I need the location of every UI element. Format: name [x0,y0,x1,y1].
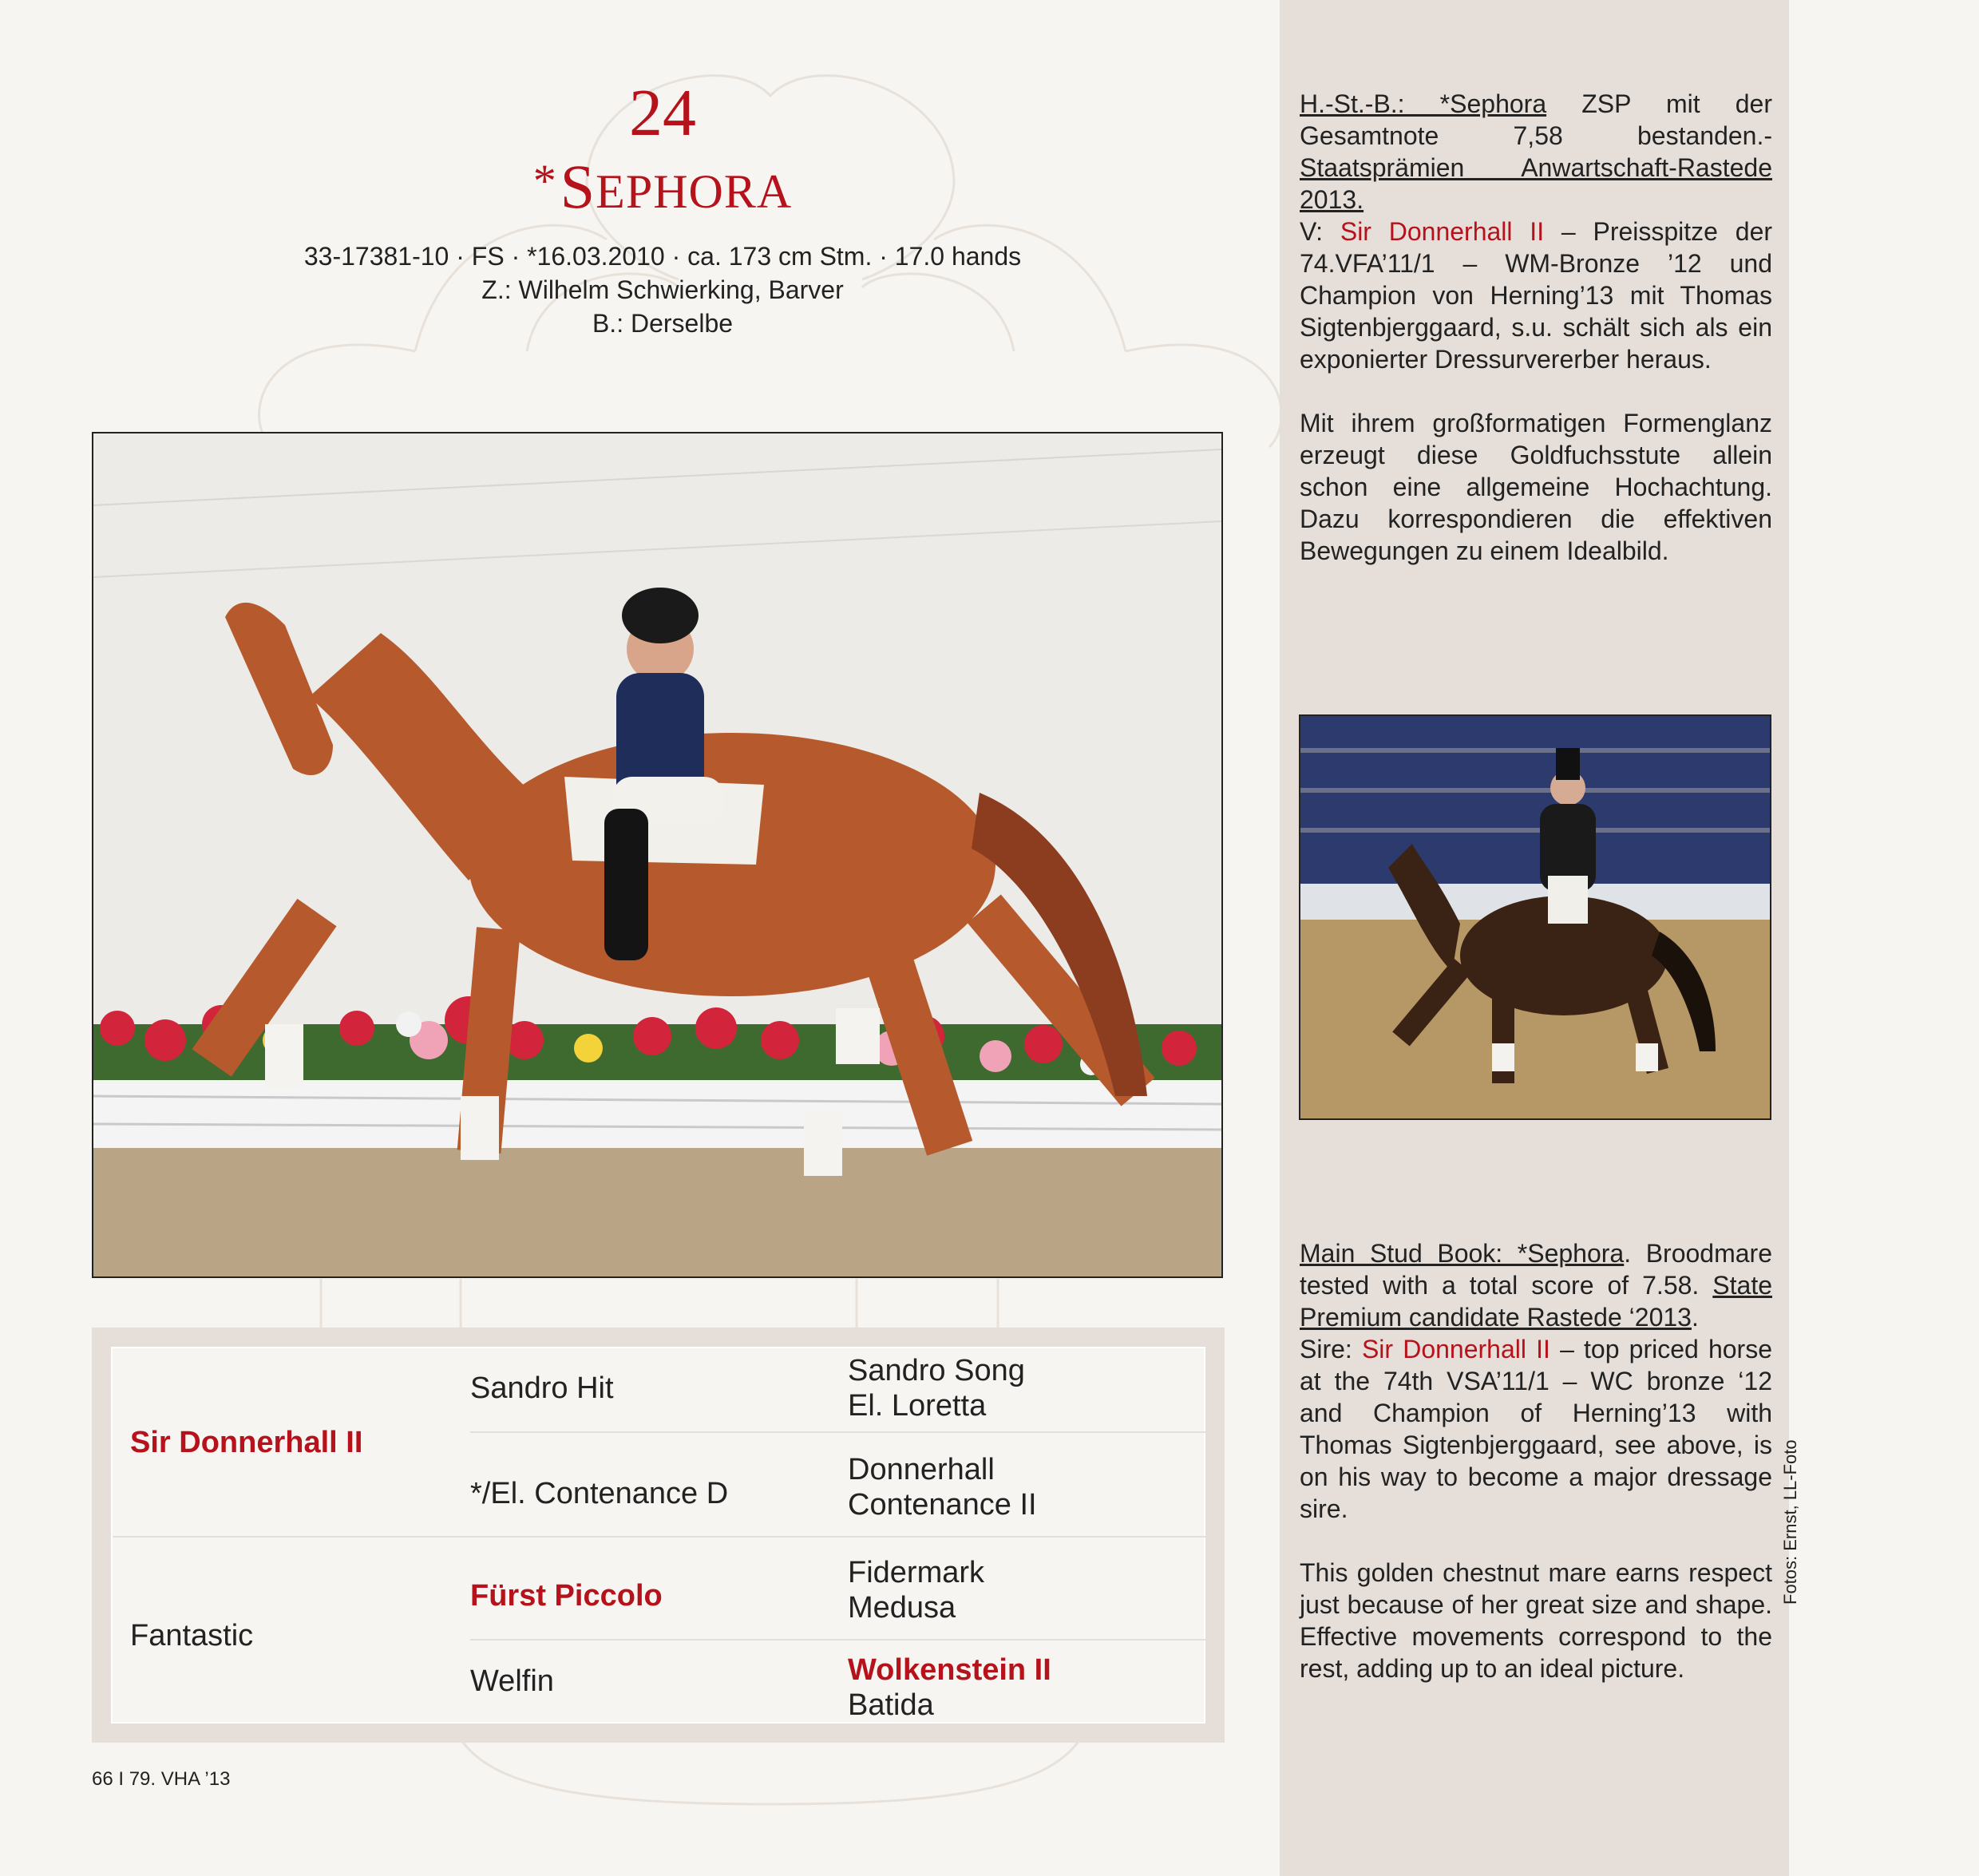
secondary-photo-illustration [1300,716,1770,1118]
pedigree-dam-dam: Welfin [470,1664,554,1698]
pedigree-ds-sire: Fidermark [848,1556,985,1589]
german-description [1300,88,1772,567]
pedigree-table [111,1347,1205,1724]
german-studbook-label: H.-St.-B.: *Sephora [1300,89,1547,118]
english-studbook-label: Main Stud Book: *Sephora [1300,1239,1625,1268]
pedigree-sd-dam: Contenance II [848,1488,1037,1522]
pedigree-ss-dam: El. Loretta [848,1389,987,1423]
pedigree-divider [113,1536,1205,1538]
english-paragraph-1 [1300,1237,1772,1525]
horse-details: 33-17381-10 · FS · *16.03.2010 · ca. 173 cm Stm. · 17.0 hands [303,242,1022,271]
german-sire-text: – Preisspitze der 74.VFA’11/1 – WM-Bronze ’12 und Champion von Herning’13 mit Thomas Sigtenbjerggaard, s.u. schält sich als ein exponierter Dressurvererber heraus. [1300,217,1773,374]
pedigree-ds-dam: Medusa [848,1591,956,1625]
english-sire-prefix: Sire: [1300,1335,1362,1363]
page-folio: 66 I 79. VHA ’13 [92,1768,231,1790]
german-test-text: ZSP mit der Gesamtnote 7,58 bestanden.- [1300,89,1772,150]
pedigree-divider [470,1639,1205,1641]
german-sire-prefix: V: [1300,217,1340,246]
main-photo-illustration [93,433,1221,1276]
main-horse-photo [92,432,1223,1278]
owner-line: B.: Derselbe [592,309,734,338]
pedigree-sire-dam: */El. Contenance D [470,1477,729,1510]
german-paragraph-2: Mit ihrem großformatigen Formenglanz erzeugt diese Goldfuchsstute allein schon eine allgemeine Hochachtung. Dazu korrespondieren die effektiven Bewegungen zu einem Idealbild. [1300,409,1772,565]
english-sire-name: Sir Donnerhall II [1361,1335,1550,1363]
pedigree-dd-dam: Batida [848,1688,934,1722]
english-premium-text: State Premium candidate Rastede ‘2013 [1300,1271,1772,1332]
pedigree-dam-sire: Fürst Piccolo [470,1579,663,1613]
lot-number: 24 [629,76,696,150]
german-paragraph-1 [1300,88,1772,375]
english-test-text: . Broodmare tested with a total score of 7.58. [1300,1239,1773,1300]
pedigree-sd-sire: Donnerhall [848,1453,995,1486]
photo-credit: Fotos: Ernst, LL-Foto [1780,1439,1800,1605]
pedigree-sire: Sir Donnerhall II [130,1426,363,1459]
german-premium-text: Staatsprämien Anwartschaft-Rastede 2013. [1300,153,1772,214]
name-rest: EPHORA [596,165,793,218]
secondary-horse-photo [1299,714,1771,1120]
english-description [1300,1237,1772,1684]
pedigree-sire-sire: Sandro Hit [470,1371,614,1405]
star-mark: * [532,155,557,207]
pedigree-dd-sire: Wolkenstein II [848,1653,1051,1687]
breeder-line: Z.: Wilhelm Schwierking, Barver [481,275,844,304]
name-initial: S [560,152,596,221]
pedigree-ss-sire: Sandro Song [848,1354,1025,1387]
pedigree-dam: Fantastic [130,1619,254,1652]
horse-name [447,152,878,221]
english-period: . [1691,1303,1699,1332]
english-paragraph-2: This golden chestnut mare earns respect just because of her great size and shape. Effective movements correspond to the rest, adding up to an ideal picture. [1300,1558,1772,1683]
german-sire-name: Sir Donnerhall II [1340,217,1545,246]
english-sire-text: – top priced horse at the 74th VSA’11/1 – WC bronze ‘12 and Champion of Herning’13 with Thomas Sigtenbjerggaard, see above, is on his way to become a major dressage sire. [1300,1335,1773,1523]
pedigree-divider [470,1431,1205,1433]
